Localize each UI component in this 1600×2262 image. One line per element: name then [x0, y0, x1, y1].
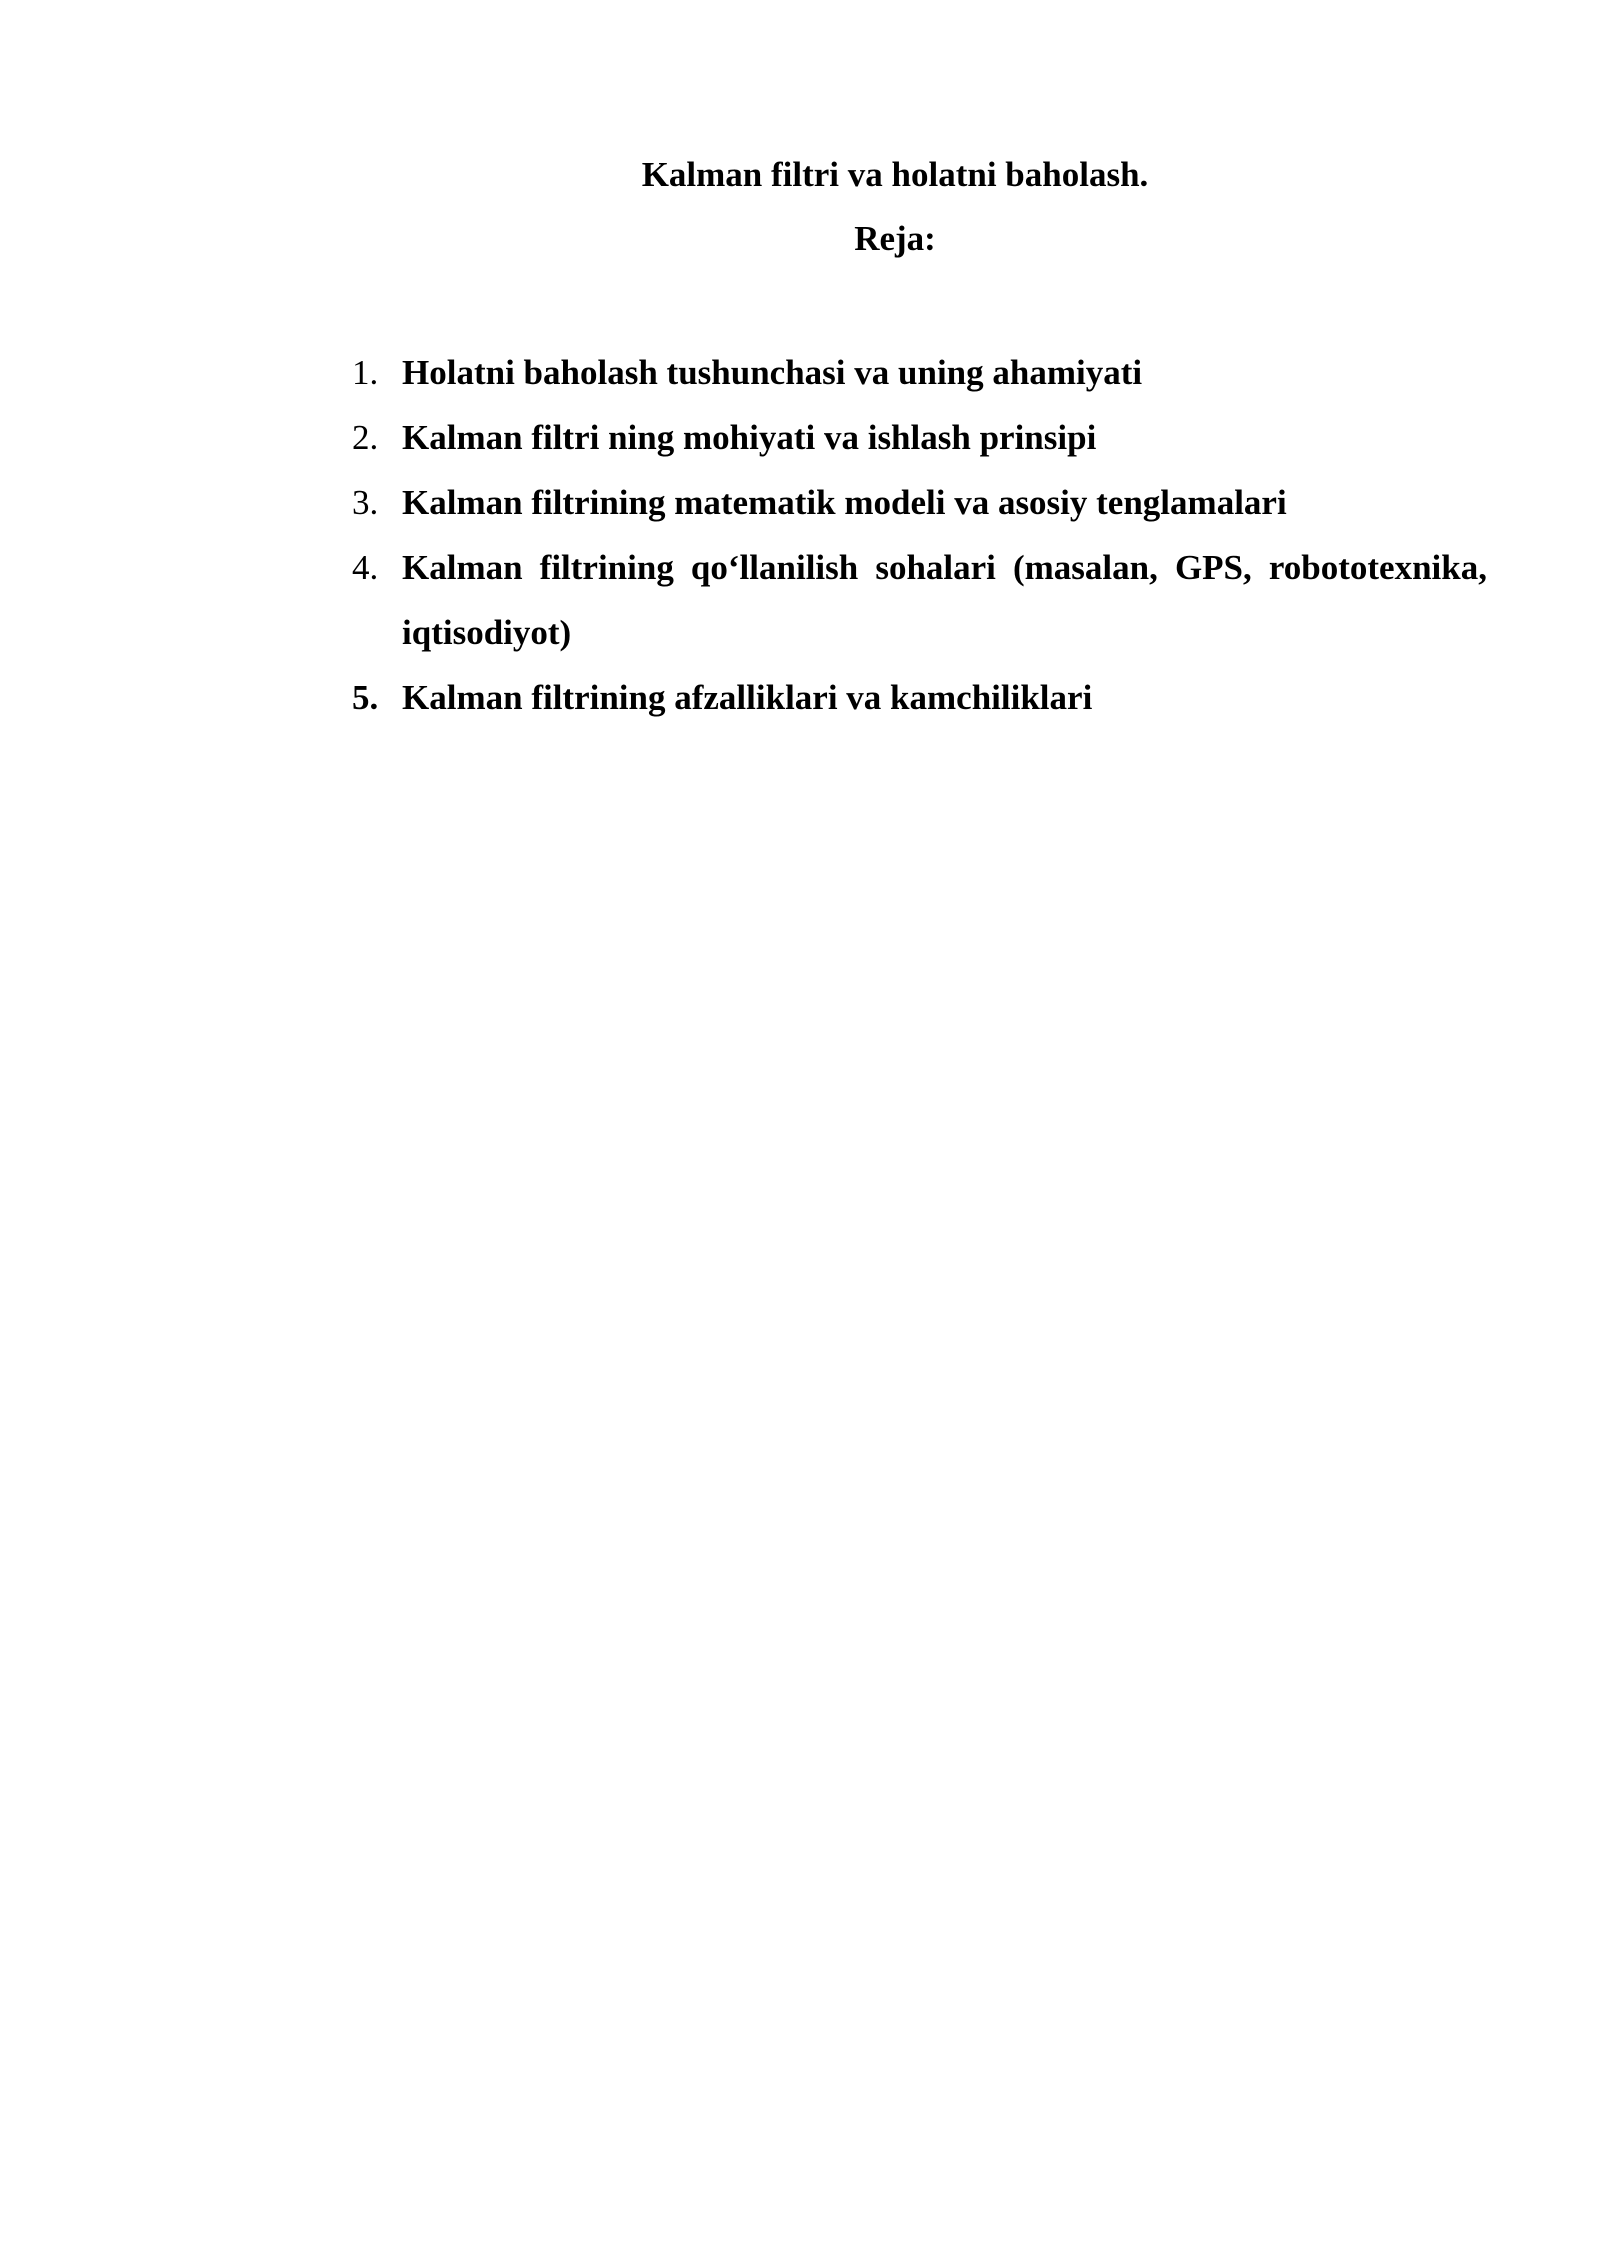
document-title: Kalman filtri va holatni baholash. [641, 155, 1149, 194]
plan-item-text: Kalman filtrining matematik modeli va asosiy tenglamalari [402, 483, 1287, 522]
plan-item-5 [352, 665, 1487, 730]
plan-item-text: Kalman filtri ning mohiyati va ishlash prinsipi [402, 418, 1097, 457]
plan-item-number: 5. [352, 678, 379, 717]
plan-item-text: Kalman filtrining afzalliklari va kamchiliklari [402, 678, 1093, 717]
plan-item-number: 4. [352, 548, 379, 587]
plan-item-1 [352, 340, 1487, 405]
plan-item-4 [352, 535, 1487, 665]
plan-item-3 [352, 470, 1487, 535]
plan-item-number: 3. [352, 483, 379, 522]
plan-heading: Reja: [854, 219, 936, 258]
plan-item-text: Kalman filtrining qo‘llanilish sohalari (masalan, GPS, robototexnika, iqtisodiyot) [402, 548, 1487, 652]
plan-list [352, 340, 1487, 730]
plan-item-text: Holatni baholash tushunchasi va uning ahamiyati [402, 353, 1143, 392]
plan-item-number: 2. [352, 418, 379, 457]
plan-item-number: 1. [352, 353, 379, 392]
plan-item-2 [352, 405, 1487, 470]
